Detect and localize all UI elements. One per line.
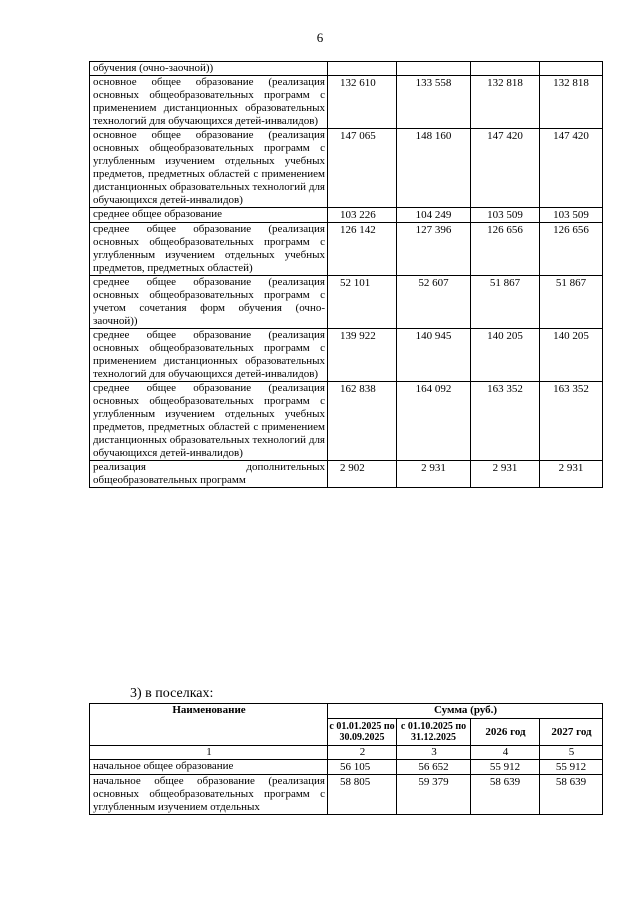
value-cell: 104 249 [397,208,471,223]
value-cell [540,62,603,76]
value-cell: 162 838 [328,382,397,461]
value-cell: 2 931 [540,461,603,488]
value-cell: 52 101 [328,276,397,329]
value-cell: 132 610 [328,76,397,129]
header-sum: Сумма (руб.) [328,704,603,719]
value-cell: 103 509 [540,208,603,223]
row-name: начальное общее образование (реализация основных общеобразовательных программ с углубленным изучением отдельных [90,775,328,815]
value-cell: 132 818 [471,76,540,129]
column-number: 5 [540,746,603,760]
value-cell: 56 652 [397,760,471,775]
column-number: 1 [90,746,328,760]
column-number: 3 [397,746,471,760]
table-row [90,208,603,223]
row-name: реализация дополнительных общеобразовательных программ [90,461,328,488]
value-cell: 103 509 [471,208,540,223]
value-cell: 55 912 [540,760,603,775]
page-number: 6 [316,30,324,45]
column-number: 4 [471,746,540,760]
value-cell: 140 205 [540,329,603,382]
value-cell: 127 396 [397,223,471,276]
table-row [90,276,603,329]
value-cell: 140 205 [471,329,540,382]
value-cell: 2 931 [471,461,540,488]
value-cell: 132 818 [540,76,603,129]
value-cell: 163 352 [540,382,603,461]
value-cell: 58 639 [471,775,540,815]
value-cell: 55 912 [471,760,540,775]
value-cell [471,62,540,76]
funding-table-continued [89,61,603,488]
header-year-2027: 2027 год [540,719,603,746]
table-row [90,129,603,208]
table-row [90,775,603,815]
row-name: среднее общее образование (реализация основных общеобразовательных программ с углубленным изучением отдельных учебных предметов, предметных областей с применением дистанционных образовательных технологий для обучающихся детей-инвалидов) [90,382,328,461]
value-cell: 133 558 [397,76,471,129]
row-name: основное общее образование (реализация основных общеобразовательных программ с углубленным изучением отдельных учебных предметов, предметных областей с применением дистанционных образовательных технологий для обучающихся детей-инвалидов) [90,129,328,208]
value-cell: 52 607 [397,276,471,329]
value-cell: 163 352 [471,382,540,461]
section-title: 3) в поселках: [130,686,214,701]
row-name: среднее общее образование (реализация основных общеобразовательных программ с углубленным изучением отдельных учебных предметов, предметных областей) [90,223,328,276]
value-cell: 147 065 [328,129,397,208]
value-cell: 103 226 [328,208,397,223]
funding-table-settlements [89,703,603,815]
row-name: начальное общее образование [90,760,328,775]
value-cell: 147 420 [471,129,540,208]
header-period-1: с 01.01.2025 по 30.09.2025 [328,719,397,746]
row-name: основное общее образование (реализация основных общеобразовательных программ с применением дистанционных образовательных технологий для обучающихся детей-инвалидов) [90,76,328,129]
row-name: среднее общее образование (реализация основных общеобразовательных программ с применением дистанционных образовательных технологий для обучающихся детей-инвалидов) [90,329,328,382]
value-cell: 148 160 [397,129,471,208]
value-cell: 140 945 [397,329,471,382]
value-cell [397,62,471,76]
value-cell: 126 656 [471,223,540,276]
value-cell: 2 931 [397,461,471,488]
value-cell: 51 867 [471,276,540,329]
value-cell: 59 379 [397,775,471,815]
table-row [90,76,603,129]
row-name: среднее общее образование [90,208,328,223]
value-cell: 58 805 [328,775,397,815]
row-name: среднее общее образование (реализация основных общеобразовательных программ с учетом сочетания форм обучения (очно-заочной)) [90,276,328,329]
value-cell: 56 105 [328,760,397,775]
value-cell: 164 092 [397,382,471,461]
value-cell: 126 142 [328,223,397,276]
column-number: 2 [328,746,397,760]
value-cell: 2 902 [328,461,397,488]
table-row [90,329,603,382]
table-row [90,223,603,276]
value-cell [328,62,397,76]
header-row [90,704,603,719]
value-cell: 147 420 [540,129,603,208]
value-cell: 139 922 [328,329,397,382]
header-period-2: с 01.10.2025 по 31.12.2025 [397,719,471,746]
table-row [90,382,603,461]
header-name: Наименование [90,704,328,746]
header-year-2026: 2026 год [471,719,540,746]
table-row [90,461,603,488]
column-number-row [90,746,603,760]
value-cell: 58 639 [540,775,603,815]
row-name: обучения (очно-заочной)) [90,62,328,76]
table-row [90,760,603,775]
table-row [90,62,603,76]
value-cell: 126 656 [540,223,603,276]
value-cell: 51 867 [540,276,603,329]
